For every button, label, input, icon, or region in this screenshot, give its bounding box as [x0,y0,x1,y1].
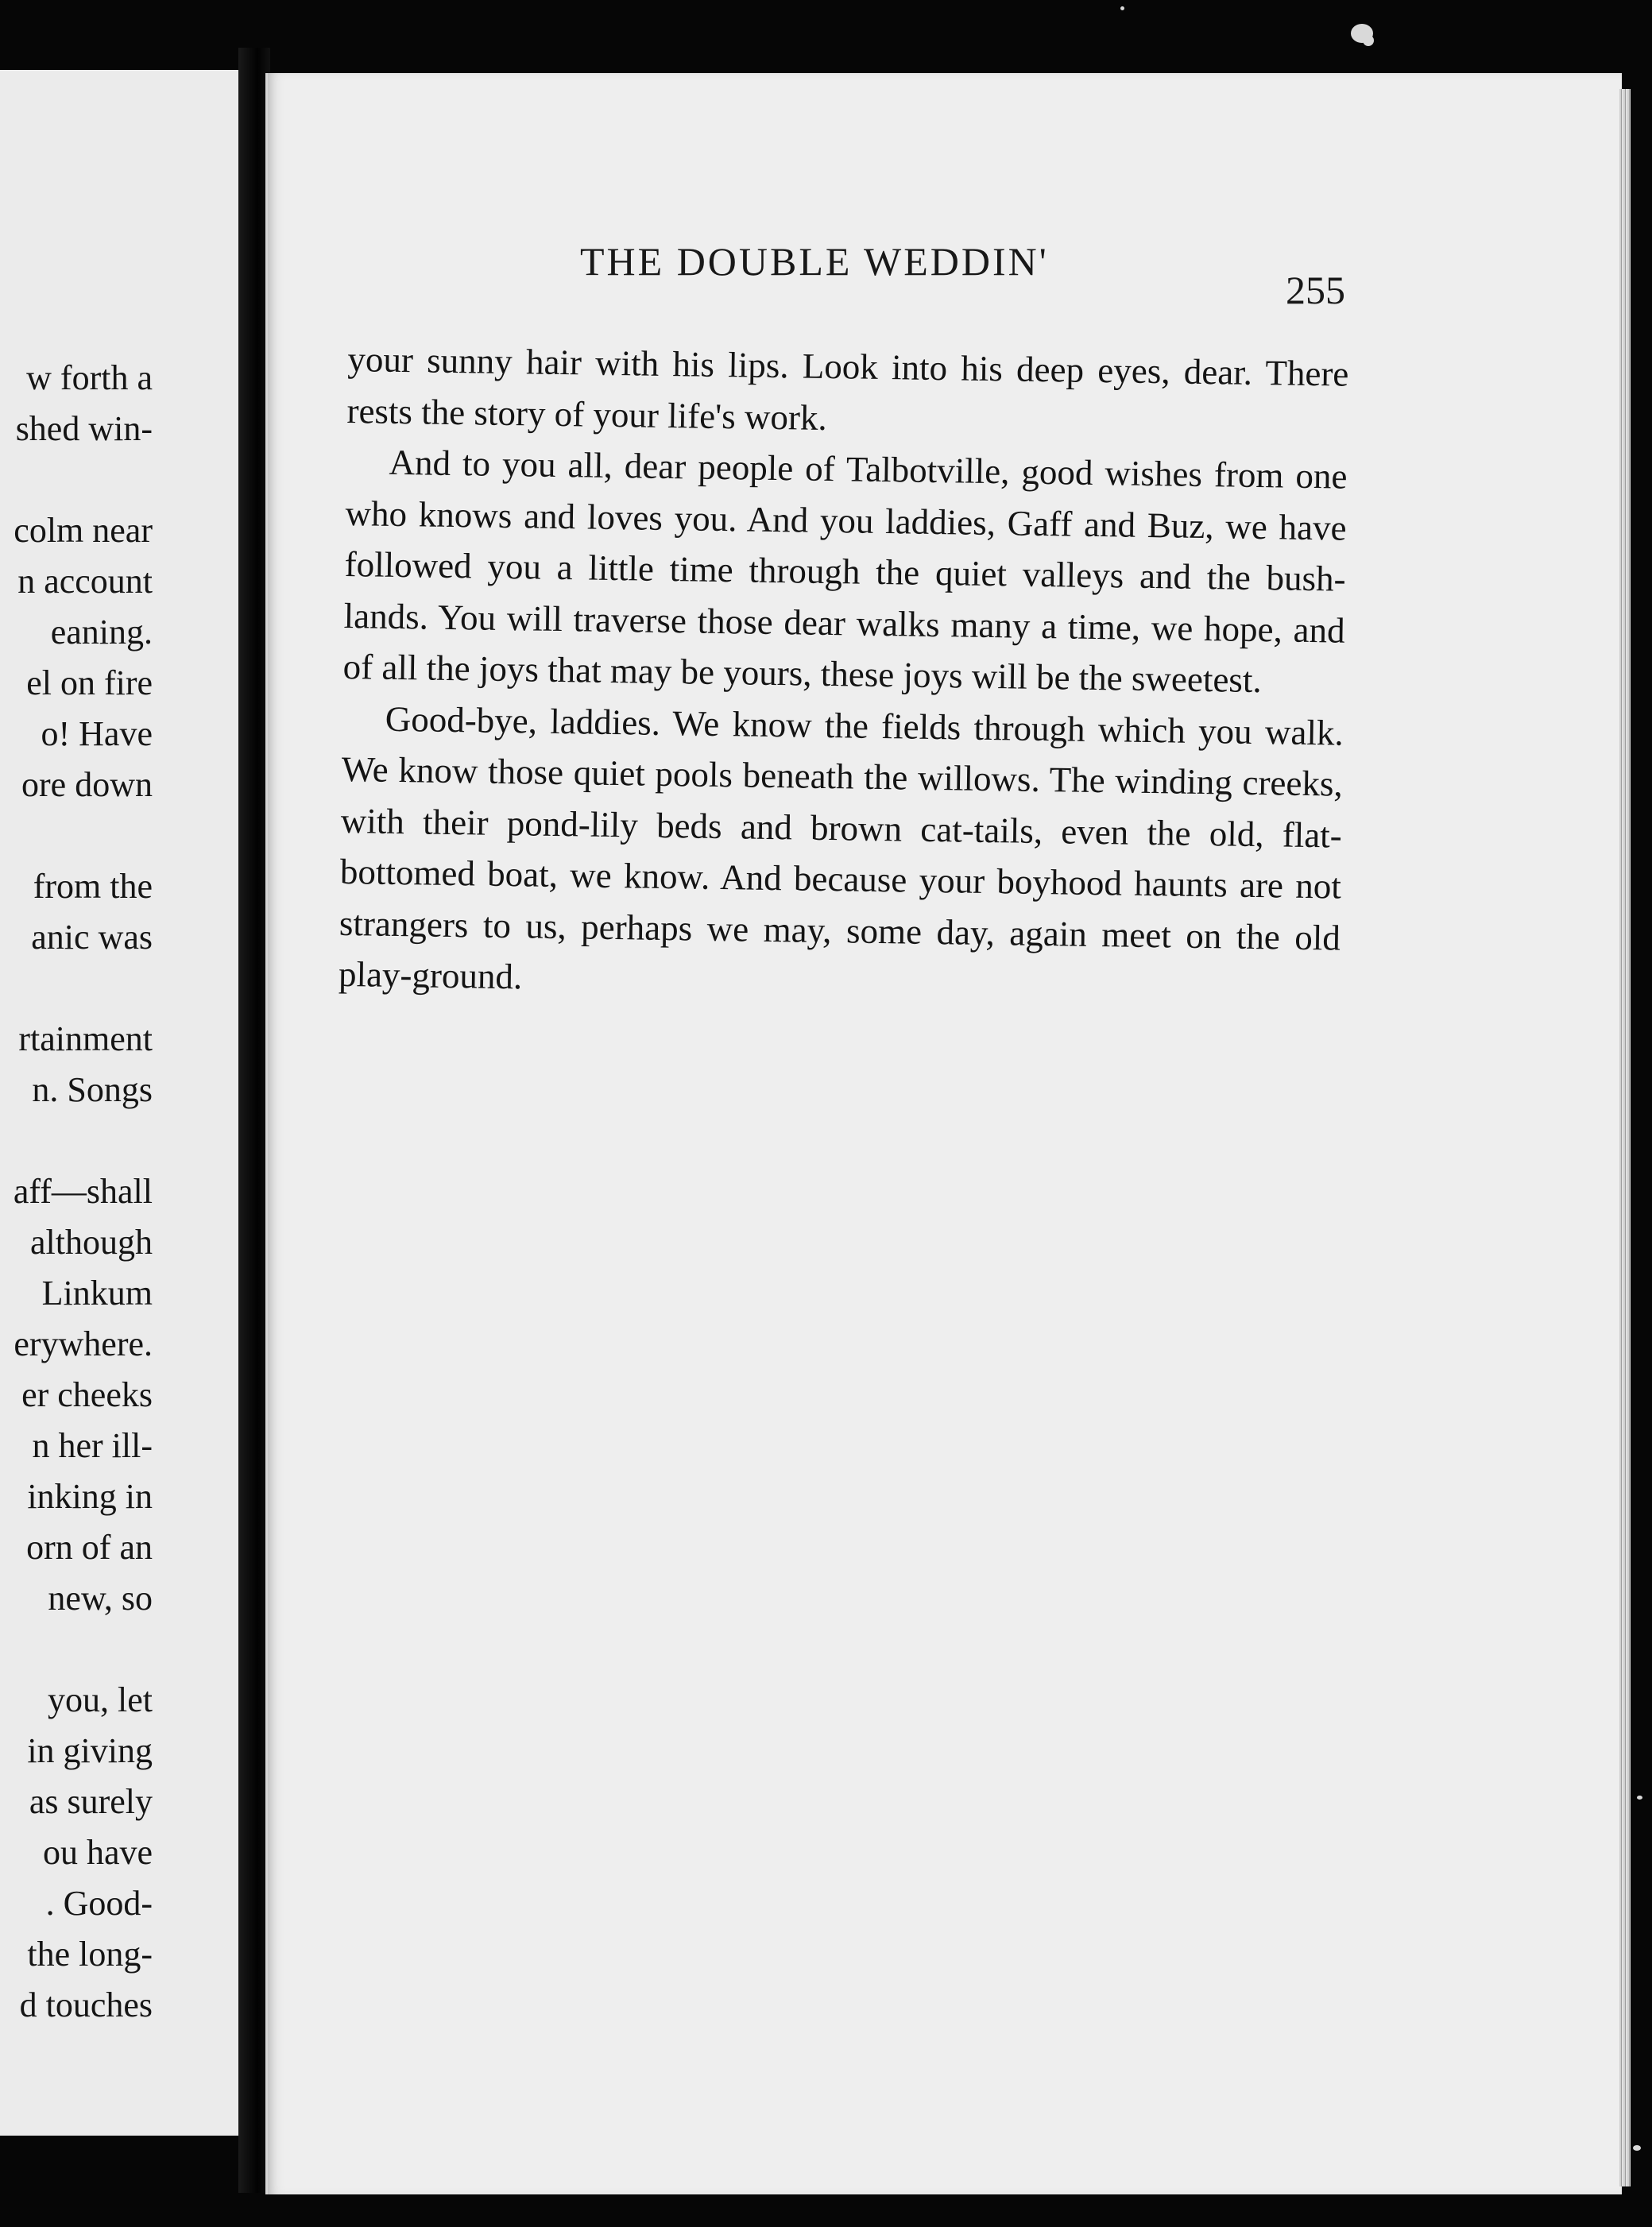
facing-line: w forth a [26,358,153,397]
page-body [339,334,1349,1015]
scan-speck [1120,6,1124,10]
facing-line: erywhere. [14,1324,153,1363]
page-number: 255 [1286,268,1345,312]
paragraph: And to you all, dear people of Talbotville, good wishes from one who knows and loves you. And you laddies, Gaff and Buz, we have followed you a little time through the quiet valleys and the bush-lands. You will traverse those dear walks many a time, we hope, and of all the joys that may be yours, these joys will be the sweetest. [342,442,1348,701]
facing-line: inking in [27,1477,153,1516]
scan-speck [1633,2145,1641,2151]
facing-line: colm near [14,511,153,550]
facing-line: d touches [19,1985,153,2024]
page-edge [1619,89,1631,2186]
facing-line: o! Have [41,714,153,753]
facing-line: . Good- [45,1884,153,1923]
facing-page [0,70,242,2136]
facing-line: n her ill- [32,1426,153,1465]
facing-line: ore down [21,765,153,804]
facing-line: rtainment [18,1019,153,1058]
facing-line: aff—shall [13,1172,153,1211]
running-head: THE DOUBLE WEDDIN' [580,239,1049,284]
facing-line: eaning. [50,613,153,651]
scan-speck [1637,1796,1642,1800]
facing-line: orn of an [26,1528,153,1567]
facing-line: anic was [31,918,153,957]
facing-line: Linkum [41,1274,153,1313]
facing-line: the long- [27,1935,153,1974]
facing-line: el on fire [26,663,153,702]
facing-line: although [30,1223,153,1262]
facing-line: in giving [27,1731,153,1770]
facing-line: from the [33,867,153,906]
facing-line: you, let [48,1680,153,1719]
facing-line: n account [17,562,153,601]
facing-line: ou have [42,1833,153,1872]
facing-line: new, so [48,1579,153,1618]
scan-speck [1363,35,1374,46]
facing-line: n. Songs [32,1070,153,1109]
facing-line: shed win- [15,409,153,448]
facing-line: er cheeks [21,1375,153,1414]
facing-line: as surely [29,1782,153,1821]
paragraph: Good-bye, laddies. We know the fields through which you walk. We know those quiet pools beneath the willows. The winding creeks, with their pond-lily beds and brown cat-tails, even the old, flat-bottomed boat, we know. And because your boyhood haunts are not strangers to us, perhaps we may, some day, again meet on the old play-ground. [338,698,1344,997]
paragraph: your sunny hair with his lips. Look into his deep eyes, dear. There rests the story of your life's work. [346,338,1349,438]
